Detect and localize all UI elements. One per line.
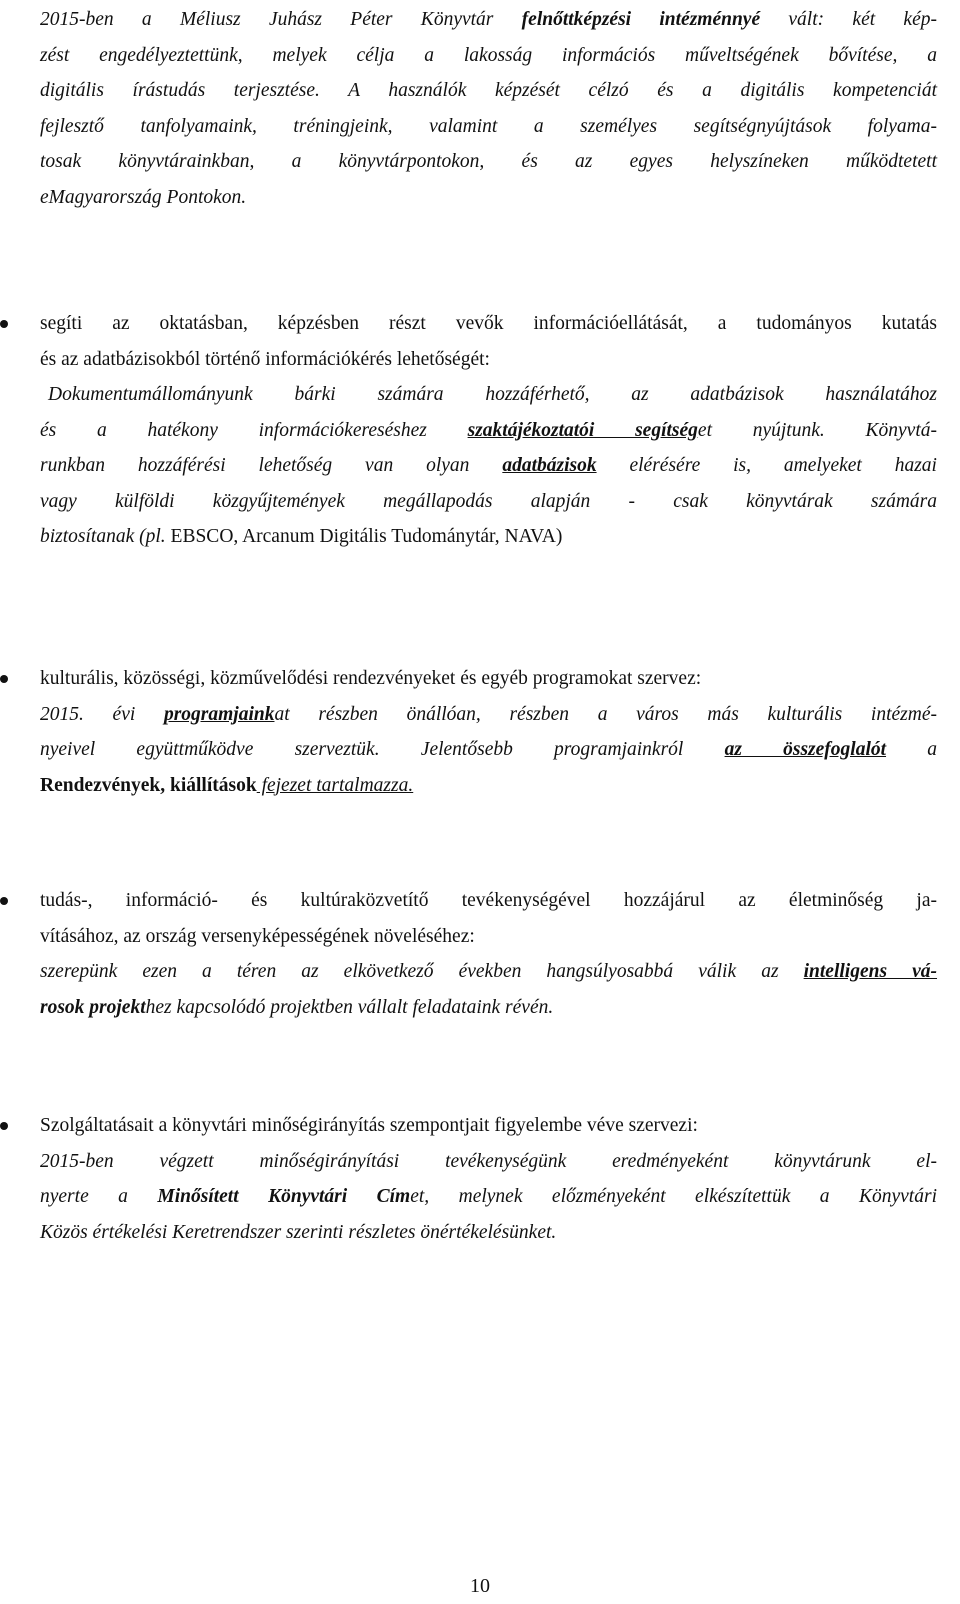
text-line: eMagyarország Pontokon. [40, 186, 247, 208]
text-line: és a hatékony információkereséshez szaktájékoztatói segítséget nyújtunk. Könyvtá- [40, 419, 937, 441]
text-line: biztosítanak (pl. EBSCO, Arcanum Digitális Tudománytár, NAVA) [40, 526, 563, 547]
bullet-text [40, 883, 937, 1025]
text-line: 2015-ben végzett minőségirányítási tevékenységünk eredményeként könyvtárunk el- [40, 1150, 937, 1172]
text-line: tudás-, információ- és kultúraközvetítő tevékenységével hozzájárul az életminőség ja- [40, 890, 937, 911]
intro-paragraph [40, 2, 937, 215]
bullet-text [40, 306, 937, 555]
text-line: 2015-ben a Méliusz Juhász Péter Könyvtár felnőttképzési intézménnyé vált: két kép- [40, 9, 937, 30]
text-line: Szolgáltatásait a könyvtári minőségirányítás szempontjait figyelembe véve szervezi: [40, 1115, 698, 1136]
text-line: runkban hozzáférési lehetőség van olyan adatbázisok elérésére is, amelyeket hazai [40, 455, 937, 476]
text-line: tosak könyvtárainkban, a könyvtárpontokon, és az egyes helyszíneken működtetett [40, 151, 937, 172]
text-line: zést engedélyeztettünk, melyek célja a lakosság információs műveltségének bővítése, a [40, 44, 937, 66]
text-line: Közös értékelési Keretrendszer szerinti részletes önértékelésünket. [40, 1221, 557, 1243]
text-line: vításához, az ország versenyképességének növeléséhez: [40, 925, 475, 947]
bullet-marker [0, 1108, 8, 1144]
bullet-marker [0, 661, 8, 697]
text-line: vagy külföldi közgyűjtemények megállapodás alapján - csak könyvtárak számára [40, 490, 937, 512]
page-number: 10 [470, 1575, 490, 1597]
bullet-text [40, 1108, 937, 1250]
text-line: nyerte a Minősített Könyvtári Címet, melynek előzményeként elkészítettük a Könyvtári [40, 1186, 937, 1207]
text-line: és az adatbázisokból történő információkérés lehetőségét: [40, 348, 490, 370]
bullet-marker [0, 883, 8, 919]
text-line: digitális írástudás terjesztése. A használók képzését célzó és a digitális kompetenciát [40, 80, 937, 101]
bullet-marker [0, 306, 8, 342]
text-line: nyeivel együttműködve szerveztük. Jelentősebb programjainkról az összefoglalót a [40, 739, 937, 760]
text-line: segíti az oktatásban, képzésben részt vevők információellátását, a tudományos kutatás [40, 313, 937, 334]
text-line: fejlesztő tanfolyamaink, tréningjeink, valamint a személyes segítségnyújtások folyama- [40, 115, 937, 137]
text-line: Rendezvények, kiállítások fejezet tartalmazza. [40, 774, 414, 796]
text-line: szerepünk ezen a téren az elkövetkező években hangsúlyosabbá válik az intelligens vá- [40, 961, 938, 982]
text-line: rosok projekthez kapcsolódó projektben vállalt feladataink révén. [40, 996, 554, 1018]
bullet-text [40, 661, 937, 803]
text-line: Dokumentumállományunk bárki számára hozzáférhető, az adatbázisok használatához [48, 384, 937, 405]
text-line: kulturális, közösségi, közművelődési rendezvényeket és egyéb programokat szervez: [40, 668, 702, 689]
text-line: 2015. évi programjainkat részben önállóan, részben a város más kulturális intézmé- [40, 703, 937, 725]
